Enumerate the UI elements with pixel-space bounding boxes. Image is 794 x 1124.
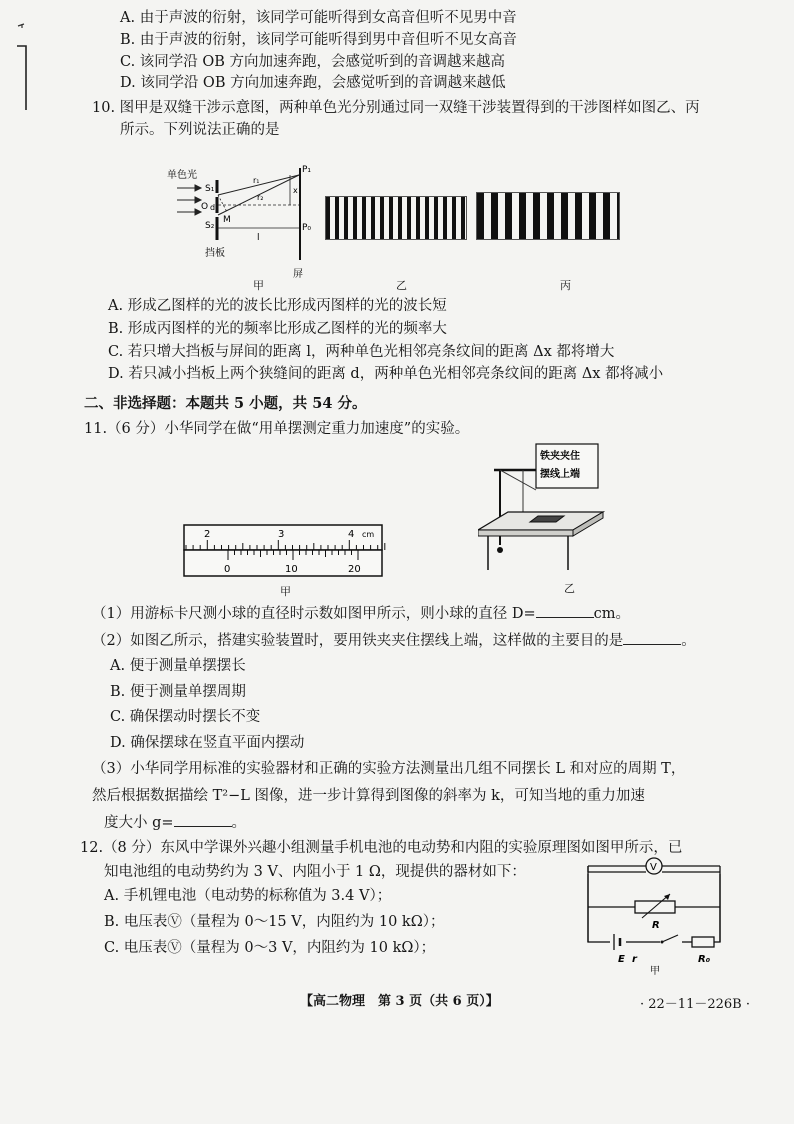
main-tick-2: 2 [204, 529, 211, 540]
q11-option-d: D. 确保摆球在竖直平面内摆动 [110, 735, 305, 751]
label-o: O [201, 202, 209, 212]
q9-option-b: B. 由于声波的衍射，该同学可能听得到男中音但听不见女高音 [120, 32, 517, 48]
q10-stem-line1: 10. 图甲是双缝干涉示意图，两种单色光分别通过同一双缝干涉装置得到的干涉图样如图乙、丙 [92, 100, 700, 116]
q11-part3-line1: （3）小华同学用标准的实验器材和正确的实验方法测量出几组不同摆长 L 和对应的周期 T， [92, 761, 686, 777]
fringe-pattern-bing [476, 192, 620, 240]
q10-option-c: C. 若只增大挡板与屏间的距离 l，两种单色光相邻亮条纹间的距离 Δx 都将增大 [108, 344, 615, 360]
q11-option-c: C. 确保摆动时摆长不变 [110, 709, 261, 725]
caption-caliper: 甲 [280, 585, 291, 598]
q11-part1: （1）用游标卡尺测小球的直径时示数如图甲所示，则小球的直径 D= cm。 [92, 603, 630, 624]
double-slit-diagram [165, 150, 325, 290]
r0-label: R₀ [698, 954, 711, 965]
voltmeter-label: V [650, 862, 657, 873]
label-p1: P₁ [302, 165, 312, 175]
label-x: x [293, 186, 298, 195]
q12-stem-line2: 知电池组的电动势约为 3 V、内阻小于 1 Ω，现提供的器材如下： [104, 864, 526, 880]
rheostat-label: R [652, 920, 660, 931]
stand-label-line2: 摆线上端 [540, 469, 580, 480]
q10-stem-line2: 所示。下列说法正确的是 [120, 122, 280, 138]
q12-item-a: A. 手机锂电池（电动势的标称值为 3.4 V）； [104, 888, 392, 904]
q11-part3-line3: 度大小 g= 。 [104, 812, 246, 833]
vernier-tick-10: 10 [285, 564, 298, 575]
answer-blank-g[interactable] [174, 812, 232, 827]
label-s1: S₁ [205, 184, 215, 194]
circuit-caption: 甲 [650, 966, 660, 977]
stand-label-line1: 铁夹夹住 [540, 451, 580, 462]
q9-option-d: D. 该同学沿 OB 方向加速奔跑，会感觉听到的音调越来越低 [120, 75, 506, 91]
vernier-tick-20: 20 [348, 564, 361, 575]
label-m: M [223, 215, 231, 225]
q11-part3-line2: 然后根据数据描绘 T²−L 图像，进一步计算得到图像的斜率为 k，可知当地的重力加速 [92, 788, 645, 804]
section-2-heading: 二、非选择题：本题共 5 小题，共 54 分。 [84, 395, 367, 412]
q9-option-a: A. 由于声波的衍射，该同学可能听得到女高音但听不见男中音 [120, 10, 517, 26]
vernier-caliper [182, 515, 387, 580]
label-r1: r₁ [253, 176, 260, 185]
q11-option-b: B. 便于测量单摆周期 [110, 684, 246, 700]
q10-option-d: D. 若只减小挡板上两个狭缝间的距离 d，两种单色光相邻亮条纹间的距离 Δx 都将减小 [108, 366, 664, 382]
q12-item-c: C. 电压表Ⓥ（量程为 0～3 V，内阻约为 10 kΩ）； [104, 940, 436, 956]
internal-resistance-label: r [632, 954, 637, 965]
caption-jia: 甲 [253, 279, 264, 292]
caption-stand: 乙 [564, 582, 575, 595]
circuit-diagram [580, 852, 730, 977]
answer-blank-d[interactable] [536, 603, 594, 618]
q12-item-b: B. 电压表Ⓥ（量程为 0～15 V，内阻约为 10 kΩ）； [104, 914, 445, 930]
q9-option-c: C. 该同学沿 OB 方向加速奔跑，会感觉听到的音调越来越高 [120, 54, 506, 70]
fringe-pattern-yi [325, 196, 467, 240]
binding-mark [12, 20, 32, 110]
q10-option-a: A. 形成乙图样的光的波长比形成丙图样的光的波长短 [108, 298, 447, 314]
caption-yi: 乙 [396, 279, 407, 292]
label-baffle: 挡板 [205, 248, 225, 259]
label-d: d [210, 203, 216, 212]
label-monochrome-light: 单色光 [167, 170, 197, 181]
pendulum-stand [478, 440, 608, 575]
main-tick-4: 4 [348, 529, 355, 540]
label-screen: 屏 [293, 269, 303, 280]
answer-blank-purpose[interactable] [623, 630, 681, 645]
label-r2: r₂ [257, 193, 264, 202]
q11-stem: 11.（6 分）小华同学在做“用单摆测定重力加速度”的实验。 [84, 421, 470, 437]
q11-option-a: A. 便于测量单摆摆长 [110, 658, 246, 674]
emf-label: E [618, 954, 625, 965]
label-s2: S₂ [205, 221, 215, 231]
q12-stem-line1: 12.（8 分）东风中学课外兴趣小组测量手机电池的电动势和内阻的实验原理图如图甲所示，已 [80, 840, 683, 856]
caption-bing: 丙 [560, 279, 571, 292]
resistor-r0-icon [692, 937, 714, 947]
vernier-tick-0: 0 [224, 564, 231, 575]
label-p0: P₀ [302, 223, 312, 233]
main-tick-3: 3 [278, 529, 285, 540]
q10-option-b: B. 形成丙图样的光的频率比形成乙图样的光的频率大 [108, 321, 447, 337]
q11-part2: （2）如图乙所示，搭建实验装置时，要用铁夹夹住摆线上端，这样做的主要目的是 。 [92, 630, 696, 651]
unit-cm: cm [362, 530, 375, 539]
label-l: l [257, 233, 260, 243]
paper-code: · 22－11－226B · [640, 997, 750, 1012]
page-footer: 【高二物理 第 3 页（共 6 页）】 [300, 994, 499, 1009]
